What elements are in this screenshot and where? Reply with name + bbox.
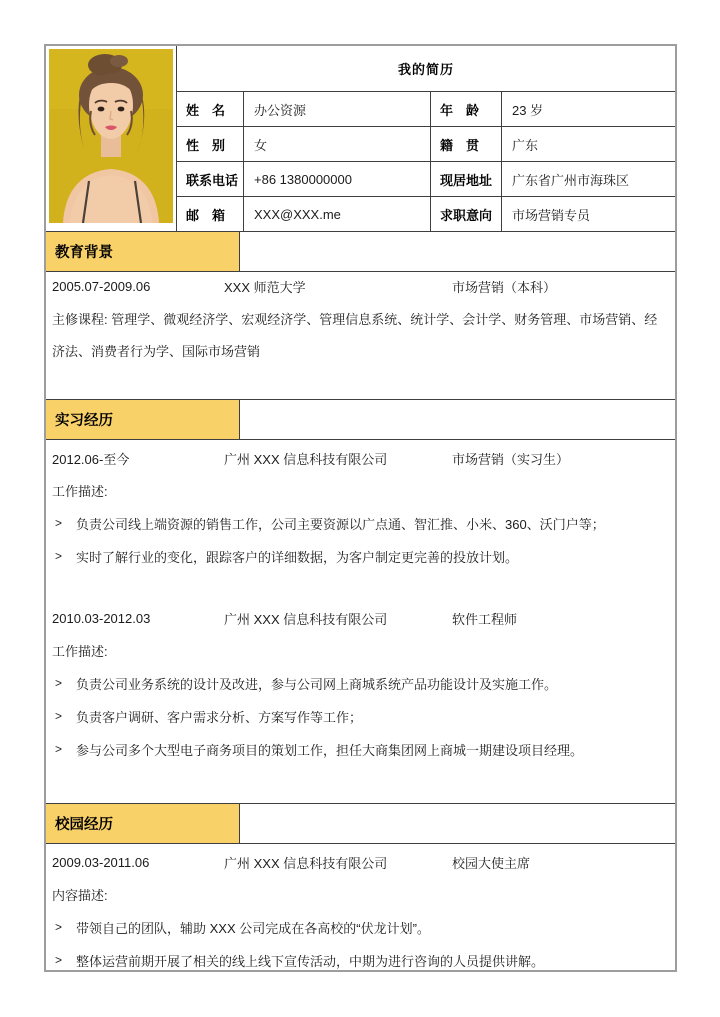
field-label-phone: 联系电话	[177, 162, 244, 197]
section-header-internship	[46, 400, 675, 440]
section-header-spacer	[240, 804, 675, 844]
bullet-item	[52, 950, 665, 970]
field-value-gender: 女	[244, 127, 431, 162]
education-courses: 主修课程: 管理学、微观经济学、宏观经济学、管理信息系统、统计学、会计学、财务管理、市场营销、经济法、消费者行为学、国际市场营销	[52, 312, 658, 359]
section-heading-internship: 实习经历	[46, 400, 240, 440]
entry-role: 软件工程师	[452, 611, 518, 627]
field-label-name: 姓 名	[177, 92, 244, 127]
field-label-email: 邮 箱	[177, 197, 244, 232]
field-value-email: XXX@XXX.me	[244, 197, 431, 232]
internship-entry-1	[52, 448, 665, 468]
entry-date: 2012.06-至今	[52, 451, 130, 467]
bullet-text: 负责公司线上端资源的销售工作，公司主要资源以广点通、智汇推、小米、360、沃门户等；	[76, 516, 605, 532]
section-heading-campus: 校园经历	[46, 804, 240, 844]
field-label-native-place: 籍 贯	[431, 127, 502, 162]
entry-company: 广州 XXX 信息科技有限公司	[224, 451, 388, 467]
bullet-text: 带领自己的团队，辅助 XXX 公司完成在各高校的“伏龙计划”。	[76, 920, 430, 936]
profile-photo	[49, 49, 173, 223]
entry-company: 广州 XXX 信息科技有限公司	[224, 855, 388, 871]
resume-title: 我的简历	[177, 46, 675, 92]
arrow-bullet-icon: >	[55, 549, 63, 563]
education-entry	[52, 276, 665, 296]
entry-school: XXX 师范大学	[224, 279, 306, 295]
section-header-spacer	[240, 232, 675, 272]
section-header-education	[46, 232, 675, 272]
section-heading-education: 教育背景	[46, 232, 240, 272]
arrow-bullet-icon: >	[55, 953, 63, 967]
field-value-job-objective: 市场营销专员	[502, 197, 675, 232]
internship-entry-2	[52, 608, 665, 628]
section-header-campus	[46, 804, 675, 844]
entry-role: 校园大使主席	[452, 855, 531, 871]
arrow-bullet-icon: >	[55, 709, 63, 723]
bullet-text: 参与公司多个大型电子商务项目的策划工作，担任大商集团网上商城一期建设项目经理。	[76, 742, 584, 758]
bullet-text: 实时了解行业的变化，跟踪客户的详细数据，为客户制定更完善的投放计划。	[76, 549, 519, 565]
field-value-native-place: 广东	[502, 127, 675, 162]
bullet-text: 负责公司业务系统的设计及改进，参与公司网上商城系统产品功能设计及实施工作。	[76, 676, 558, 692]
photo-cell	[46, 46, 177, 232]
header-info-table	[46, 46, 675, 232]
internship-content	[46, 440, 675, 804]
bullet-item	[52, 917, 665, 937]
work-description-label: 工作描述:	[52, 483, 108, 499]
bullet-text: 负责客户调研、客户需求分析、方案写作等工作；	[76, 709, 363, 725]
entry-company: 广州 XXX 信息科技有限公司	[224, 611, 388, 627]
field-value-name: 办公资源	[244, 92, 431, 127]
field-value-address: 广东省广州市海珠区	[502, 162, 675, 197]
campus-content	[46, 844, 675, 970]
entry-major: 市场营销（本科）	[452, 279, 557, 295]
arrow-bullet-icon: >	[55, 920, 63, 934]
arrow-bullet-icon: >	[55, 516, 63, 530]
work-description-label: 工作描述:	[52, 643, 108, 659]
campus-entry	[52, 852, 665, 872]
bullet-item	[52, 513, 665, 533]
bullet-item	[52, 706, 665, 726]
entry-role: 市场营销（实习生）	[452, 451, 570, 467]
field-label-gender: 性 别	[177, 127, 244, 162]
field-label-job-objective: 求职意向	[431, 197, 502, 232]
entry-date: 2005.07-2009.06	[52, 278, 151, 294]
field-value-phone: +86 1380000000	[244, 162, 431, 197]
content-description-label: 内容描述:	[52, 887, 108, 903]
entry-date: 2010.03-2012.03	[52, 610, 151, 626]
resume-sheet	[44, 44, 677, 972]
field-label-age: 年 龄	[431, 92, 502, 127]
arrow-bullet-icon: >	[55, 742, 63, 756]
bullet-item	[52, 739, 665, 759]
education-content	[46, 272, 675, 400]
bullet-text: 整体运营前期开展了相关的线上线下宣传活动，中期为进行咨询的人员提供讲解。	[76, 953, 545, 969]
bullet-item	[52, 673, 665, 693]
entry-date: 2009.03-2011.06	[52, 854, 150, 870]
field-value-age: 23 岁	[502, 92, 675, 127]
section-header-spacer	[240, 400, 675, 440]
field-label-address: 现居地址	[431, 162, 502, 197]
arrow-bullet-icon: >	[55, 676, 63, 690]
bullet-item	[52, 546, 665, 566]
